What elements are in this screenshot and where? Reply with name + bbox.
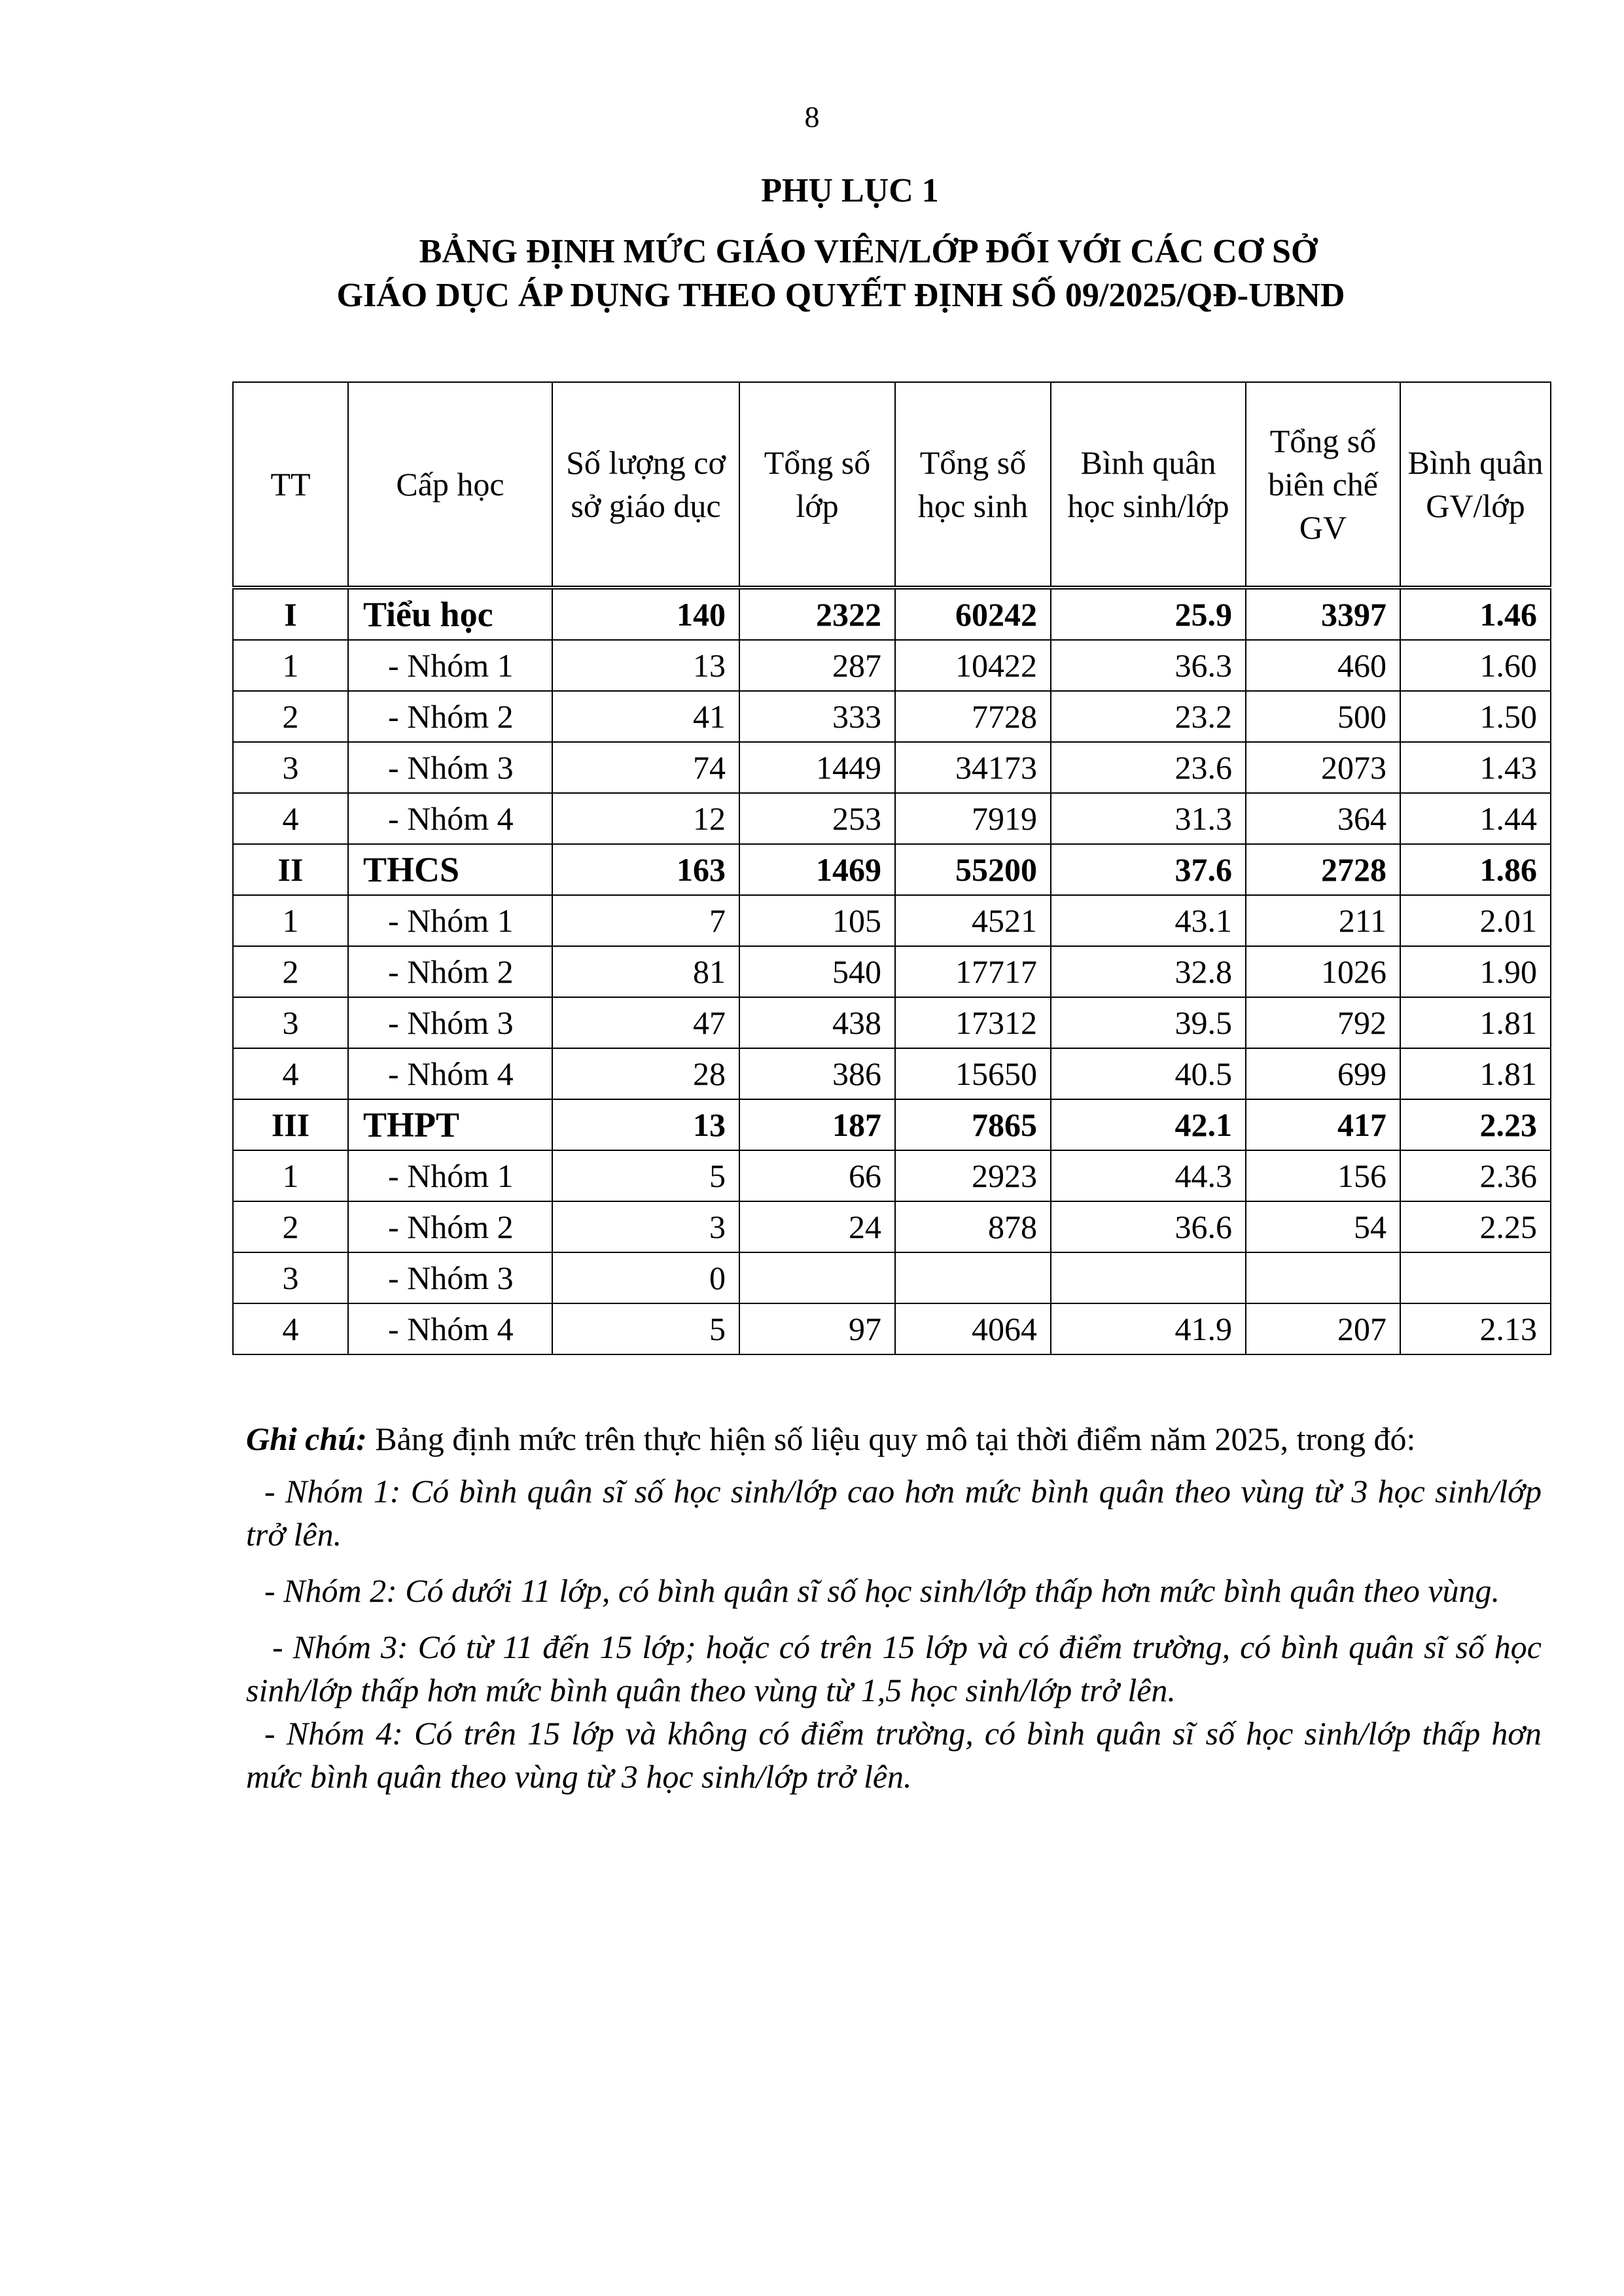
- cell-hs: 4521: [895, 895, 1051, 946]
- note-group-3: - Nhóm 3: Có từ 11 đến 15 lớp; hoặc có trên 15 lớp và có điểm trường, có bình quân sĩ số học sinh/lớp thấp hơn mức bình quân theo vùng từ 1,5 học sinh/lớp trở lên.: [246, 1629, 1542, 1708]
- cell-bqhs: 36.3: [1051, 640, 1246, 691]
- cell-hs: 7728: [895, 691, 1051, 742]
- cell-tt: 3: [233, 1252, 348, 1303]
- header-binh-quan-hs-lop: Bình quân học sinh/lớp: [1051, 382, 1246, 588]
- cell-hs: 15650: [895, 1048, 1051, 1099]
- cell-lop: 287: [739, 640, 895, 691]
- cell-gv: 211: [1246, 895, 1400, 946]
- cell-gv: 54: [1246, 1201, 1400, 1252]
- cell-hs: 60242: [895, 588, 1051, 640]
- table-row: [233, 691, 1551, 742]
- cell-hs: 7919: [895, 793, 1051, 844]
- cell-n: 74: [552, 742, 739, 793]
- cell-cap-hoc: - Nhóm 4: [348, 1303, 552, 1354]
- cell-bqhs: 43.1: [1051, 895, 1246, 946]
- cell-cap-hoc: THCS: [348, 844, 552, 895]
- note-group-4: - Nhóm 4: Có trên 15 lớp và không có điểm trường, có bình quân sĩ số học sinh/lớp thấp hơn mức bình quân theo vùng từ 3 học sinh/lớp trở lên.: [246, 1715, 1542, 1795]
- note-intro: [246, 1417, 1542, 1460]
- cell-bqgv: 1.60: [1400, 640, 1551, 691]
- header-tong-so-hoc-sinh: Tổng số học sinh: [895, 382, 1051, 588]
- cell-bqgv: 1.44: [1400, 793, 1551, 844]
- table-section-row: [233, 844, 1551, 895]
- cell-bqgv: 2.13: [1400, 1303, 1551, 1354]
- cell-bqgv: 2.25: [1400, 1201, 1551, 1252]
- cell-gv: 156: [1246, 1150, 1400, 1201]
- header-tt: TT: [233, 382, 348, 588]
- cell-gv: 1026: [1246, 946, 1400, 997]
- cell-bqgv: 1.81: [1400, 997, 1551, 1048]
- table-title-line-2: GIÁO DỤC ÁP DỤNG THEO QUYẾT ĐỊNH SỐ 09/2025/QĐ-UBND: [336, 277, 1345, 314]
- cell-gv: 2728: [1246, 844, 1400, 895]
- cell-bqgv: 1.50: [1400, 691, 1551, 742]
- table-row: [233, 1201, 1551, 1252]
- cell-hs: 10422: [895, 640, 1051, 691]
- cell-n: 0: [552, 1252, 739, 1303]
- cell-bqhs: 41.9: [1051, 1303, 1246, 1354]
- cell-hs: [895, 1252, 1051, 1303]
- cell-tt: 1: [233, 640, 348, 691]
- cell-bqhs: 37.6: [1051, 844, 1246, 895]
- cell-cap-hoc: - Nhóm 4: [348, 1048, 552, 1099]
- cell-n: 7: [552, 895, 739, 946]
- table-row: [233, 1150, 1551, 1201]
- cell-tt: 4: [233, 793, 348, 844]
- cell-bqgv: 2.36: [1400, 1150, 1551, 1201]
- cell-hs: 17717: [895, 946, 1051, 997]
- cell-bqhs: [1051, 1252, 1246, 1303]
- cell-tt: 1: [233, 895, 348, 946]
- cell-lop: 386: [739, 1048, 895, 1099]
- note-intro-text: Bảng định mức trên thực hiện số liệu quy mô tại thời điểm năm 2025, trong đó:: [366, 1421, 1416, 1457]
- table-section-row: [233, 588, 1551, 640]
- table-row: [233, 895, 1551, 946]
- cell-hs: 17312: [895, 997, 1051, 1048]
- cell-tt: 2: [233, 691, 348, 742]
- cell-cap-hoc: THPT: [348, 1099, 552, 1150]
- table-row: [233, 1048, 1551, 1099]
- cell-gv: 417: [1246, 1099, 1400, 1150]
- cell-n: 81: [552, 946, 739, 997]
- cell-lop: 1469: [739, 844, 895, 895]
- cell-bqhs: 32.8: [1051, 946, 1246, 997]
- cell-gv: 699: [1246, 1048, 1400, 1099]
- cell-gv: 364: [1246, 793, 1400, 844]
- cell-hs: 55200: [895, 844, 1051, 895]
- cell-bqgv: 2.23: [1400, 1099, 1551, 1150]
- cell-bqgv: 1.90: [1400, 946, 1551, 997]
- norm-table: [232, 381, 1551, 1355]
- table-row: [233, 1303, 1551, 1354]
- cell-n: 28: [552, 1048, 739, 1099]
- cell-cap-hoc: Tiểu học: [348, 588, 552, 640]
- cell-lop: [739, 1252, 895, 1303]
- cell-n: 41: [552, 691, 739, 742]
- cell-cap-hoc: - Nhóm 3: [348, 742, 552, 793]
- cell-tt: I: [233, 588, 348, 640]
- cell-n: 5: [552, 1303, 739, 1354]
- cell-lop: 24: [739, 1201, 895, 1252]
- cell-bqhs: 44.3: [1051, 1150, 1246, 1201]
- cell-cap-hoc: - Nhóm 1: [348, 1150, 552, 1201]
- table-row: [233, 997, 1551, 1048]
- cell-hs: 7865: [895, 1099, 1051, 1150]
- cell-n: 163: [552, 844, 739, 895]
- cell-gv: 3397: [1246, 588, 1400, 640]
- cell-gv: 207: [1246, 1303, 1400, 1354]
- note-group-2: - Nhóm 2: Có dưới 11 lớp, có bình quân sĩ số học sinh/lớp thấp hơn mức bình quân theo vùng.: [264, 1572, 1500, 1609]
- appendix-title: PHỤ LỤC 1: [761, 172, 939, 209]
- cell-cap-hoc: - Nhóm 1: [348, 895, 552, 946]
- table-header-row: [233, 382, 1551, 588]
- cell-bqhs: 36.6: [1051, 1201, 1246, 1252]
- cell-n: 12: [552, 793, 739, 844]
- cell-cap-hoc: - Nhóm 2: [348, 1201, 552, 1252]
- header-tong-so-bien-che: Tổng số biên chế GV: [1246, 382, 1400, 588]
- cell-n: 3: [552, 1201, 739, 1252]
- cell-lop: 66: [739, 1150, 895, 1201]
- cell-lop: 187: [739, 1099, 895, 1150]
- header-tong-so-lop: Tổng số lớp: [739, 382, 895, 588]
- cell-n: 47: [552, 997, 739, 1048]
- table-row: [233, 793, 1551, 844]
- cell-tt: 3: [233, 742, 348, 793]
- page-number: 8: [804, 100, 820, 133]
- cell-bqgv: 1.46: [1400, 588, 1551, 640]
- cell-lop: 540: [739, 946, 895, 997]
- table-row: [233, 742, 1551, 793]
- cell-tt: 4: [233, 1303, 348, 1354]
- cell-cap-hoc: - Nhóm 2: [348, 691, 552, 742]
- cell-tt: 2: [233, 946, 348, 997]
- header-so-luong-co-so: Số lượng cơ sở giáo dục: [552, 382, 739, 588]
- cell-bqgv: 1.81: [1400, 1048, 1551, 1099]
- cell-n: 13: [552, 640, 739, 691]
- cell-n: 140: [552, 588, 739, 640]
- cell-bqhs: 23.2: [1051, 691, 1246, 742]
- cell-cap-hoc: - Nhóm 4: [348, 793, 552, 844]
- cell-tt: 3: [233, 997, 348, 1048]
- cell-bqhs: 39.5: [1051, 997, 1246, 1048]
- header-binh-quan-gv-lop: Bình quân GV/lớp: [1400, 382, 1551, 588]
- cell-lop: 438: [739, 997, 895, 1048]
- cell-hs: 878: [895, 1201, 1051, 1252]
- cell-lop: 97: [739, 1303, 895, 1354]
- cell-n: 5: [552, 1150, 739, 1201]
- note-label: Ghi chú:: [246, 1421, 367, 1457]
- table-title-line-1: BẢNG ĐỊNH MỨC GIÁO VIÊN/LỚP ĐỐI VỚI CÁC CƠ SỞ: [419, 233, 1318, 270]
- table-row: [233, 640, 1551, 691]
- cell-cap-hoc: - Nhóm 3: [348, 997, 552, 1048]
- cell-bqgv: 1.86: [1400, 844, 1551, 895]
- table-row: [233, 1252, 1551, 1303]
- cell-lop: 333: [739, 691, 895, 742]
- cell-gv: [1246, 1252, 1400, 1303]
- cell-tt: III: [233, 1099, 348, 1150]
- cell-hs: 2923: [895, 1150, 1051, 1201]
- table-row: [233, 946, 1551, 997]
- cell-gv: 792: [1246, 997, 1400, 1048]
- cell-tt: 1: [233, 1150, 348, 1201]
- cell-cap-hoc: - Nhóm 1: [348, 640, 552, 691]
- cell-bqgv: 2.01: [1400, 895, 1551, 946]
- note-group-1: - Nhóm 1: Có bình quân sĩ số học sinh/lớp cao hơn mức bình quân theo vùng từ 3 học sinh/lớp trở lên.: [246, 1473, 1542, 1553]
- cell-bqhs: 25.9: [1051, 588, 1246, 640]
- cell-gv: 2073: [1246, 742, 1400, 793]
- cell-lop: 2322: [739, 588, 895, 640]
- cell-tt: 2: [233, 1201, 348, 1252]
- cell-lop: 253: [739, 793, 895, 844]
- cell-lop: 1449: [739, 742, 895, 793]
- cell-cap-hoc: - Nhóm 3: [348, 1252, 552, 1303]
- table-body: [233, 588, 1551, 1354]
- cell-gv: 460: [1246, 640, 1400, 691]
- cell-bqhs: 40.5: [1051, 1048, 1246, 1099]
- cell-hs: 4064: [895, 1303, 1051, 1354]
- cell-bqhs: 42.1: [1051, 1099, 1246, 1150]
- cell-bqhs: 31.3: [1051, 793, 1246, 844]
- cell-gv: 500: [1246, 691, 1400, 742]
- cell-lop: 105: [739, 895, 895, 946]
- cell-cap-hoc: - Nhóm 2: [348, 946, 552, 997]
- cell-bqhs: 23.6: [1051, 742, 1246, 793]
- cell-tt: II: [233, 844, 348, 895]
- table-section-row: [233, 1099, 1551, 1150]
- cell-bqgv: 1.43: [1400, 742, 1551, 793]
- header-cap-hoc: Cấp học: [348, 382, 552, 588]
- cell-hs: 34173: [895, 742, 1051, 793]
- cell-n: 13: [552, 1099, 739, 1150]
- cell-bqgv: [1400, 1252, 1551, 1303]
- cell-tt: 4: [233, 1048, 348, 1099]
- notes: [246, 1417, 1542, 1798]
